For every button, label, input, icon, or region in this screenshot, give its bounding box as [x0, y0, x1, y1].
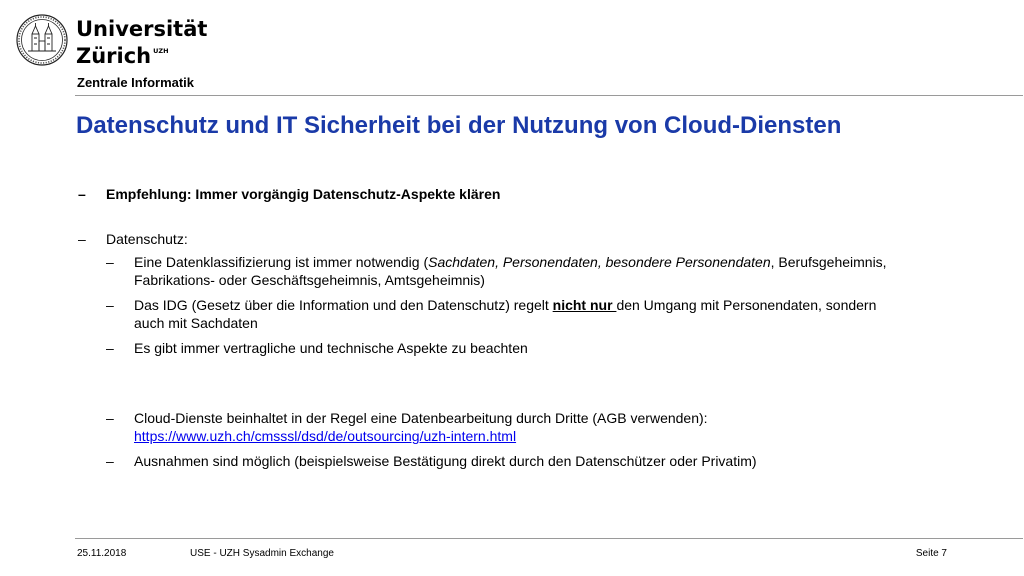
bullet-privacy [78, 230, 978, 248]
bullet-dash: – [78, 231, 86, 247]
bullet-text: Ausnahmen sind möglich (beispielsweise Bestätigung direkt durch den Datenschützer oder Privatim) [134, 453, 757, 469]
text-run: , Berufsgeheimnis, [770, 254, 887, 270]
slide-body [78, 185, 978, 470]
outsourcing-link[interactable]: https://www.uzh.ch/cmsssl/dsd/de/outsourcing/uzh-intern.html [134, 428, 517, 444]
italic-text-run: Sachdaten, Personendaten, besondere Personendaten [428, 254, 771, 270]
sub-bullet-aspects [78, 339, 978, 357]
bullet-dash: – [106, 254, 114, 270]
text-run: auch mit Sachdaten [134, 315, 258, 331]
text-run: Eine Datenklassifizierung ist immer notwendig ( [134, 254, 429, 270]
slide-title: Datenschutz und IT Sicherheit bei der Nutzung von Cloud-Diensten [76, 112, 842, 139]
wordmark-superscript: UZH [153, 47, 169, 55]
emphasis-text-run: nicht nur [552, 297, 617, 313]
header-divider [75, 95, 1023, 96]
text-run: Das IDG (Gesetz über die Information und den Datenschutz) regelt [134, 297, 553, 313]
sub-bullet-exceptions [78, 452, 978, 470]
text-run: den Umgang mit Personendaten, sondern [616, 297, 877, 313]
bullet-dash: – [106, 453, 114, 469]
footer-divider [75, 538, 1023, 539]
bullet-text: Es gibt immer vertragliche und technische Aspekte zu beachten [134, 340, 528, 356]
bullet-dash: – [106, 297, 114, 313]
university-wordmark [76, 18, 207, 67]
sub-bullet-classification [78, 253, 978, 289]
bullet-text: Datenschutz: [106, 231, 188, 247]
department-name: Zentrale Informatik [77, 75, 195, 90]
text-run: Cloud-Dienste beinhaltet in der Regel eine Datenbearbeitung durch Dritte (AGB verwenden): [134, 410, 708, 426]
wordmark-line-1: Universität [76, 17, 208, 41]
sub-bullet-idg [78, 296, 978, 332]
bullet-dash: – [78, 186, 86, 202]
bullet-text: Empfehlung: Immer vorgängig Datenschutz-Aspekte klären [106, 186, 501, 202]
bullet-dash: – [106, 410, 114, 426]
text-run: Fabrikations- oder Geschäftsgeheimnis, Amtsgeheimnis) [134, 272, 485, 288]
sub-bullet-cloud [78, 409, 978, 445]
footer-page-number: Seite 7 [915, 548, 947, 559]
footer-event: USE - UZH Sysadmin Exchange [190, 548, 334, 559]
wordmark-line-2: Zürich [76, 44, 152, 68]
bullet-dash: – [106, 340, 114, 356]
bullet-recommendation [78, 185, 978, 203]
footer-date: 25.11.2018 [77, 548, 127, 559]
uzh-seal-logo [16, 14, 68, 66]
